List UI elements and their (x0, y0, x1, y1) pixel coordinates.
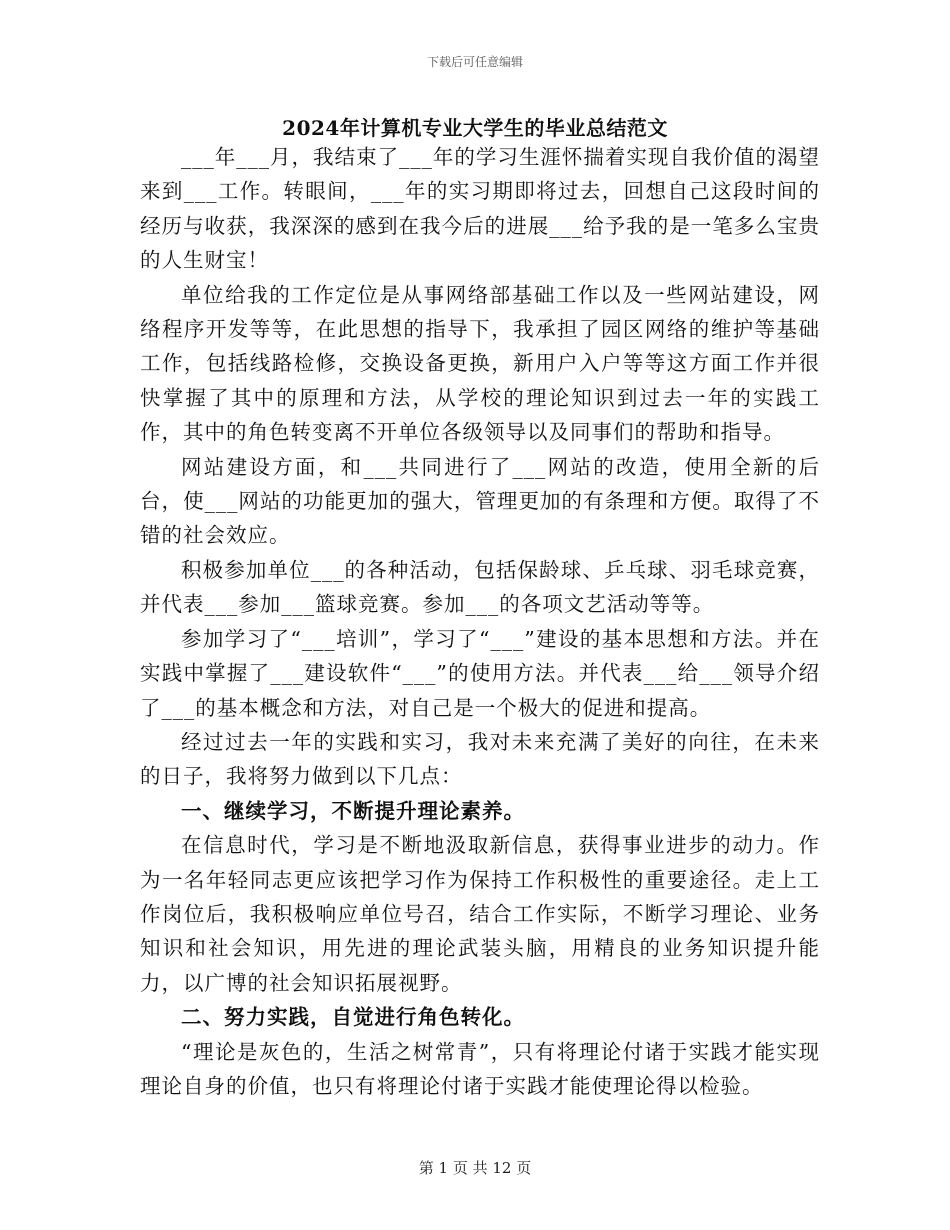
paragraph-activities: 积极参加单位___的各种活动，包括保龄球、乒乓球、羽毛球竞赛，并代表___参加___篮球竞赛。参加___的各项文艺活动等等。 (140, 557, 820, 617)
paragraph-theory-practice: “理论是灰色的，生活之树常青”，只有将理论付诸于实践才能实现理论自身的价值，也只有将理论付诸于实践才能使理论得以检验。 (140, 1039, 820, 1098)
paragraph-learning: 在信息时代，学习是不断地汲取新信息，获得事业进步的动力。作为一名年轻同志更应该把学习作为保持工作积极性的重要途径。走上工作岗位后，我积极响应单位号召，结合工作实际，不断学习理论、业务知识和社会知识，用先进的理论武装头脑，用精良的业务知识提升能力，以广博的社会知识拓展视野。 (140, 833, 820, 995)
page-number-footer: 第 1 页 共 12 页 (418, 1159, 532, 1177)
paragraph-future-outlook: 经过过去一年的实践和实习，我对未来充满了美好的向往，在未来的日子，我将努力做到以下几点： (140, 729, 820, 789)
document-body (140, 140, 820, 1103)
page-header-note: 下载后可任意编辑 (426, 55, 523, 69)
section-heading-practice: 二、努力实践，自觉进行角色转化。 (181, 1005, 525, 1030)
paragraph-job-position: 单位给我的工作定位是从事网络部基础工作以及一些网站建设，网络程序开发等等，在此思想的指导下，我承担了园区网络的维护等基础工作，包括线路检修，交换设备更换，新用户入户等等这方面工作并很快掌握了其中的原理和方法，从学校的理论知识到过去一年的实践工作，其中的角色转变离不开单位各级领导以及同事们的帮助和指导。 (140, 282, 820, 445)
document-title: 2024年计算机专业大学生的毕业总结范文 (282, 116, 668, 140)
paragraph-intro: ___年___月，我结束了___年的学习生涯怀揣着实现自我价值的渴望来到___工作。转眼间，___年的实习期即将过去，回想自己这段时间的经历与收获，我深深的感到在我今后的进展___给予我的是一笔多么宝贵的人生财宝！ (140, 145, 820, 273)
section-heading-continue-learning: 一、继续学习，不断提升理论素养。 (181, 798, 525, 823)
paragraph-training: 参加学习了“___培训”，学习了“___”建设的基本思想和方法。并在实践中掌握了___建设软件“___”的使用方法。并代表___给___领导介绍了___的基本概念和方法，对自己是一个极大的促进和提高。 (140, 626, 820, 720)
paragraph-website-construction: 网站建设方面，和___共同进行了___网站的改造，使用全新的后台，使___网站的功能更加的强大，管理更加的有条理和方便。取得了不错的社会效应。 (140, 454, 820, 548)
